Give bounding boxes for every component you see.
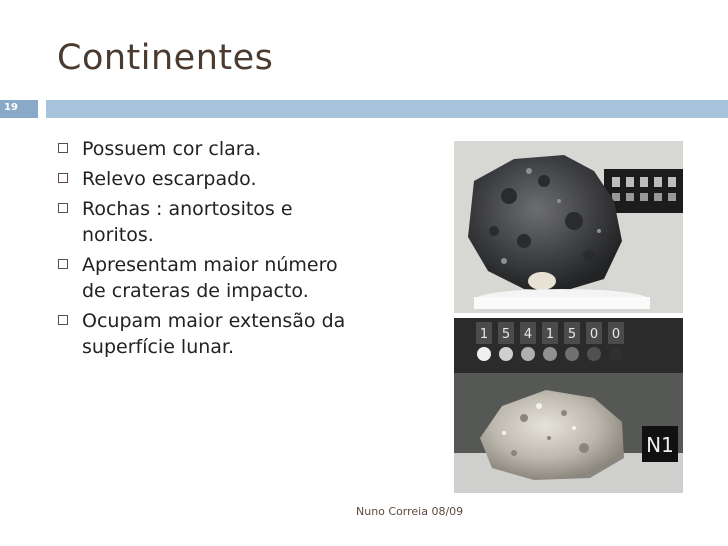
title-divider-bar bbox=[46, 100, 728, 118]
bullet-list bbox=[58, 136, 348, 364]
photo-sign: N1 bbox=[646, 433, 674, 457]
bullet-text: Ocupam maior extensão da superfície lunar. bbox=[82, 310, 346, 358]
checkbox-bullet-icon bbox=[58, 259, 68, 269]
photo-label: 0 bbox=[611, 327, 621, 342]
bullet-item bbox=[58, 136, 348, 162]
bullet-text: Relevo escarpado. bbox=[82, 168, 257, 190]
checkbox-bullet-icon bbox=[58, 315, 68, 325]
bullet-item bbox=[58, 196, 348, 248]
photo-label: 5 bbox=[501, 327, 511, 342]
rock-photo-1-drawing bbox=[454, 141, 683, 313]
lunar-rock-photo-2 bbox=[454, 318, 683, 493]
bullet-text: Apresentam maior número de crateras de impacto. bbox=[82, 254, 338, 302]
lunar-rock-photo-1 bbox=[454, 141, 683, 313]
photo-label: 1 bbox=[545, 327, 555, 342]
checkbox-bullet-icon bbox=[58, 143, 68, 153]
footer-credit: Nuno Correia 08/09 bbox=[356, 505, 464, 518]
bullet-text: Possuem cor clara. bbox=[82, 138, 262, 160]
bullet-text: Rochas : anortositos e noritos. bbox=[82, 198, 293, 246]
bullet-item bbox=[58, 252, 348, 304]
checkbox-bullet-icon bbox=[58, 173, 68, 183]
photo-label: 5 bbox=[567, 327, 577, 342]
photo-label: 4 bbox=[523, 327, 533, 342]
bullet-item bbox=[58, 308, 348, 360]
rock-photo-2-drawing bbox=[454, 318, 683, 493]
bullet-item bbox=[58, 166, 348, 192]
slide-number-bar bbox=[0, 100, 38, 118]
slide-title: Continentes bbox=[57, 38, 274, 78]
checkbox-bullet-icon bbox=[58, 203, 68, 213]
photo-label: 0 bbox=[589, 327, 599, 342]
slide-number: 19 bbox=[4, 102, 18, 113]
photo-label: 1 bbox=[479, 327, 489, 342]
